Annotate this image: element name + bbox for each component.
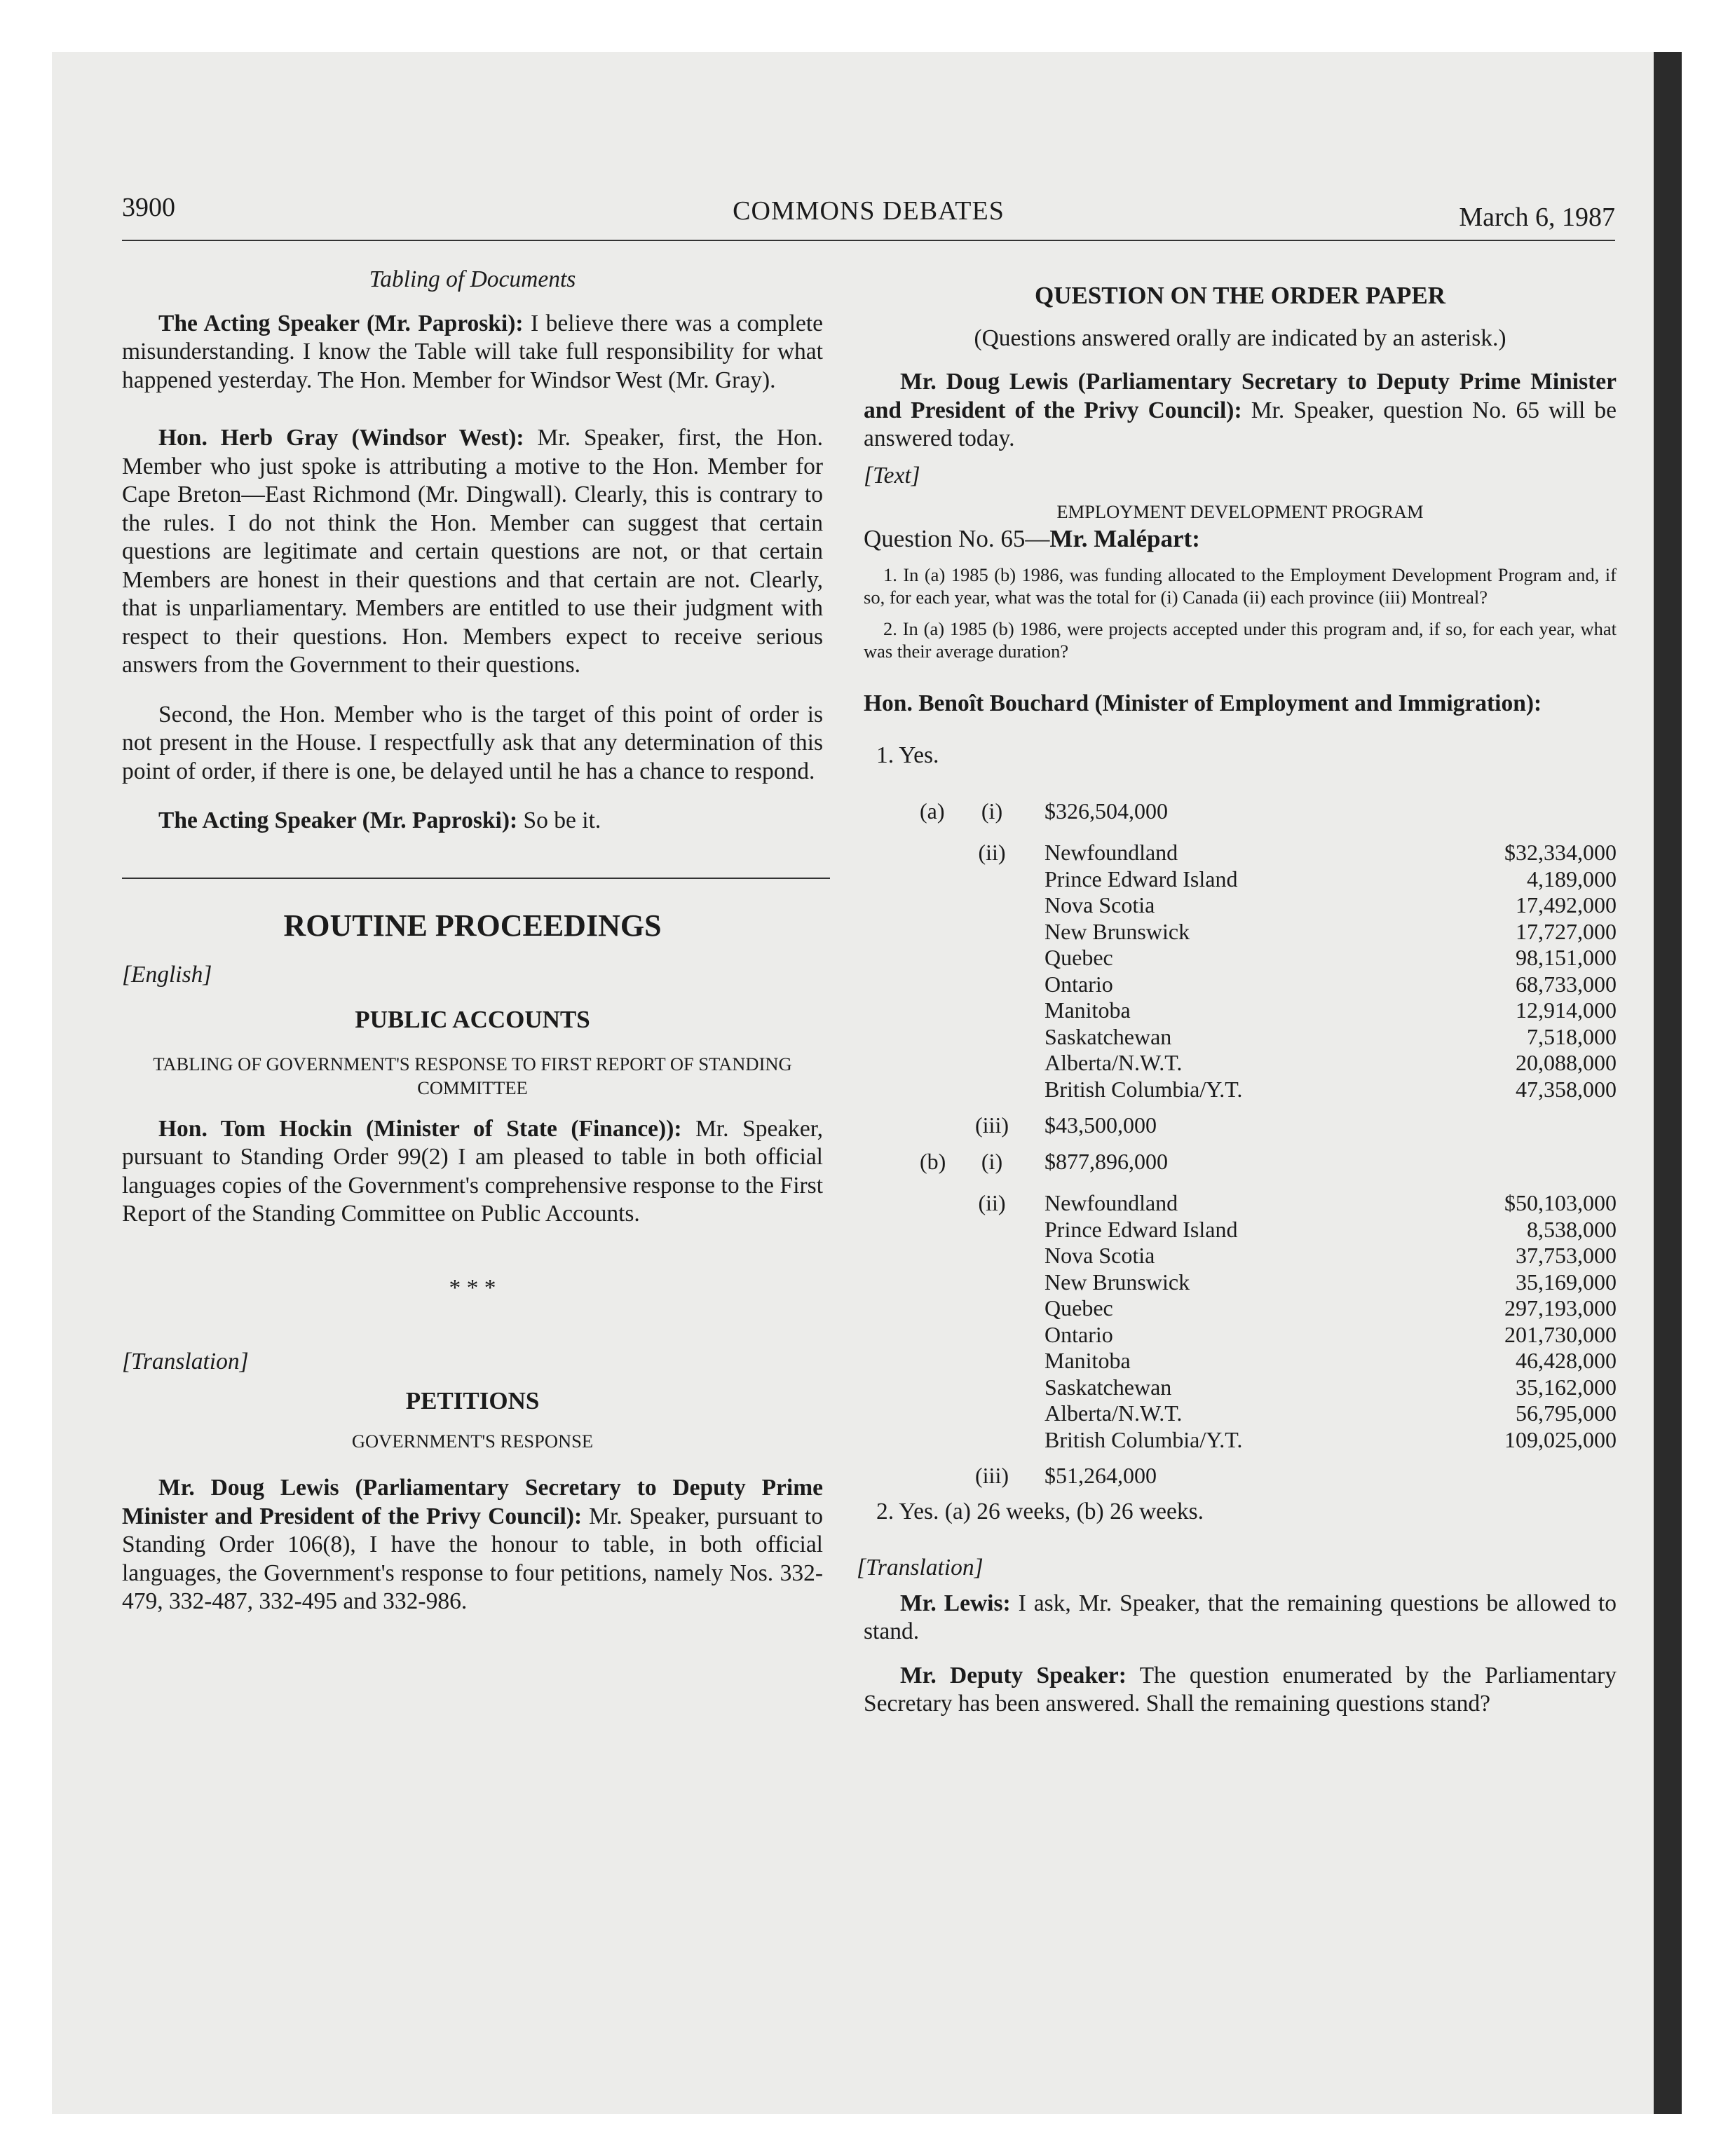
question-number-line <box>864 525 1617 554</box>
province-name: Ontario <box>1045 971 1113 997</box>
allocation-montreal-row <box>864 1461 1617 1488</box>
province-name: Quebec <box>1045 945 1113 970</box>
tabling-heading: Tabling of Documents <box>369 266 576 292</box>
province-row <box>864 1189 1617 1215</box>
running-title: COMMONS DEBATES <box>733 196 1005 226</box>
province-amount: 37,753,000 <box>1516 1243 1617 1268</box>
paragraph-paproski-1 <box>122 310 823 395</box>
province-row <box>864 1049 1617 1075</box>
item-label: (i) <box>981 1148 1003 1174</box>
speaker-name: Mr. Doug Lewis (Parliamentary Secretary to Deputy Prime Minister and President of the Privy Council): <box>122 1475 823 1529</box>
speaker-name: Hon. Benoît Bouchard (Minister of Employment and Immigration): <box>864 690 1542 716</box>
paragraph-lewis-petitions <box>122 1474 823 1616</box>
language-marker-translation: [Translation] <box>857 1555 984 1581</box>
province-row <box>864 1346 1617 1373</box>
paragraph-hockin <box>122 1115 823 1229</box>
province-row <box>864 917 1617 944</box>
province-name: British Columbia/Y.T. <box>1045 1426 1243 1452</box>
province-row <box>864 943 1617 970</box>
province-amount: 56,795,000 <box>1516 1400 1617 1426</box>
paragraph-gray-1 <box>122 424 823 680</box>
paragraph-deputy-speaker <box>864 1662 1617 1719</box>
province-row <box>864 1075 1617 1102</box>
speaker-name: The Acting Speaker (Mr. Paproski): <box>158 807 518 833</box>
province-row <box>864 996 1617 1023</box>
allocation-total-row <box>864 1147 1617 1174</box>
province-name: Alberta/N.W.T. <box>1045 1400 1183 1426</box>
item-label: (iii) <box>975 1112 1009 1138</box>
allocation-montreal-row <box>864 1111 1617 1138</box>
province-name: Quebec <box>1045 1295 1113 1321</box>
speech-text: The question enumerated by the Parliamentary Secretary has been answered. Shall the remaining questions stand? <box>864 1662 1617 1717</box>
page-number: 3900 <box>122 193 175 222</box>
speech-text: I ask, Mr. Speaker, that the remaining questions be allowed to stand. <box>864 1590 1617 1644</box>
province-name: Newfoundland <box>1045 840 1178 865</box>
speech-text: I believe there was a complete misunderstanding. I know the Table will take full responsibility for what happened yesterday. The Hon. Member for Windsor West (Mr. Gray). <box>122 310 824 393</box>
province-row <box>864 891 1617 917</box>
language-marker-english: [English] <box>122 961 212 988</box>
province-amount: 17,727,000 <box>1516 918 1617 944</box>
province-name: New Brunswick <box>1045 918 1190 944</box>
allocation-total-row <box>864 797 1617 824</box>
tabling-subheading: TABLING OF GOVERNMENT'S RESPONSE TO FIRST REPORT OF STANDING COMMITTEE <box>153 1053 792 1098</box>
speaker-name: Hon. Herb Gray (Windsor West): <box>158 425 524 451</box>
allocation-table-1985 <box>864 797 1617 1138</box>
speaker-name: Hon. Tom Hockin (Minister of State (Finance)): <box>158 1115 682 1142</box>
province-name: New Brunswick <box>1045 1269 1190 1295</box>
paragraph-paproski-2 <box>122 807 823 835</box>
province-name: Manitoba <box>1045 1348 1131 1373</box>
asterisk-note: (Questions answered orally are indicated by an asterisk.) <box>974 325 1506 351</box>
province-name: Ontario <box>1045 1321 1113 1347</box>
allocation-montreal: $51,264,000 <box>1045 1463 1157 1488</box>
province-name: Nova Scotia <box>1045 892 1155 917</box>
paragraph-gray-2: Second, the Hon. Member who is the target of this point of order is not present in the House. I respectfully ask that any determination of this point of order, if there is one, be delayed until he has a chance to respond. <box>122 701 823 784</box>
province-name: Prince Edward Island <box>1045 866 1238 892</box>
province-row <box>864 1268 1617 1295</box>
province-amount: 35,162,000 <box>1516 1374 1617 1400</box>
item-label: (iii) <box>975 1463 1009 1488</box>
question-part-1: 1. In (a) 1985 (b) 1986, was funding allocated to the Employment Development Program and, if so, for each year, what was the total for (i) Canada (ii) each province (iii) Montreal? <box>864 564 1617 608</box>
government-response-subheading: GOVERNMENT'S RESPONSE <box>351 1431 594 1452</box>
province-name: Saskatchewan <box>1045 1374 1172 1400</box>
province-amount: 35,169,000 <box>1516 1269 1617 1295</box>
public-accounts-heading: PUBLIC ACCOUNTS <box>355 1006 590 1033</box>
province-row <box>864 1294 1617 1321</box>
question-member: Mr. Malépart: <box>1049 525 1200 552</box>
question-order-paper-heading: QUESTION ON THE ORDER PAPER <box>1034 282 1445 309</box>
year-label: (a) <box>920 798 945 824</box>
question-part-2: 2. In (a) 1985 (b) 1986, were projects accepted under this program and, if so, for each year, what was their average duration? <box>864 618 1617 662</box>
scanned-page <box>52 52 1682 2114</box>
scan-edge-shadow <box>1654 52 1682 2114</box>
province-row <box>864 865 1617 892</box>
answer-speaker <box>864 690 1617 718</box>
province-amount: 20,088,000 <box>1516 1050 1617 1075</box>
province-amount: 8,538,000 <box>1527 1216 1617 1242</box>
question-number: Question No. 65— <box>864 525 1050 552</box>
language-marker-translation: [Translation] <box>122 1349 249 1374</box>
year-label: (b) <box>920 1148 946 1174</box>
province-amount: 109,025,000 <box>1504 1426 1617 1452</box>
province-row <box>864 1215 1617 1242</box>
province-row <box>864 838 1617 865</box>
routine-proceedings-heading: ROUTINE PROCEEDINGS <box>283 908 662 943</box>
allocation-total: $877,896,000 <box>1045 1148 1168 1174</box>
speech-text: Mr. Speaker, pursuant to Standing Order 106(8), I have the honour to table, in both official languages, the Government's response to four petitions, namely Nos. 332-479, 332-487, 332-495 and 332-986. <box>122 1503 823 1614</box>
speaker-name: Mr. Doug Lewis (Parliamentary Secretary to Deputy Prime Minister and President of the Privy Council): <box>864 369 1617 423</box>
left-column <box>122 248 823 1616</box>
answer-part-1: 1. Yes. <box>876 742 939 768</box>
province-amount: 47,358,000 <box>1516 1076 1617 1102</box>
header-rule <box>122 240 1615 241</box>
speaker-name: Mr. Lewis: <box>900 1590 1011 1616</box>
province-name: British Columbia/Y.T. <box>1045 1076 1243 1102</box>
province-row <box>864 1399 1617 1426</box>
province-list-1985 <box>864 838 1617 1101</box>
province-amount: 297,193,000 <box>1504 1295 1617 1321</box>
province-name: Alberta/N.W.T. <box>1045 1050 1183 1075</box>
province-row <box>864 970 1617 997</box>
petitions-heading: PETITIONS <box>405 1386 540 1414</box>
speaker-name: The Acting Speaker (Mr. Paproski): <box>158 310 524 336</box>
paragraph-lewis-question <box>864 368 1617 453</box>
speech-text: Mr. Speaker, question No. 65 will be answered today. <box>864 397 1617 451</box>
province-row <box>864 1373 1617 1400</box>
allocation-table-1986 <box>864 1147 1617 1488</box>
province-amount: 46,428,000 <box>1516 1348 1617 1373</box>
province-name: Prince Edward Island <box>1045 1216 1238 1242</box>
page-content <box>122 143 1615 2099</box>
province-name: Manitoba <box>1045 997 1131 1023</box>
page-date: March 6, 1987 <box>1459 203 1615 232</box>
province-amount: 68,733,000 <box>1516 971 1617 997</box>
province-list-1986 <box>864 1189 1617 1452</box>
employment-program-heading: EMPLOYMENT DEVELOPMENT PROGRAM <box>1056 501 1424 522</box>
province-amount: $50,103,000 <box>1504 1190 1617 1215</box>
province-amount: 4,189,000 <box>1527 866 1617 892</box>
province-name: Nova Scotia <box>1045 1243 1155 1268</box>
allocation-total: $326,504,000 <box>1045 798 1168 824</box>
province-amount: 7,518,000 <box>1527 1023 1617 1049</box>
speech-text: Mr. Speaker, pursuant to Standing Order 99(2) I am pleased to table in both official languages copies of the Government's comprehensive response to the First Report of the Standing Committee on Public Accounts. <box>122 1115 823 1227</box>
right-column <box>857 248 1617 1719</box>
province-row <box>864 1321 1617 1347</box>
province-row <box>864 1241 1617 1268</box>
section-stars: * * * <box>449 1274 496 1301</box>
province-amount: 201,730,000 <box>1504 1321 1617 1347</box>
speech-text: Mr. Speaker, first, the Hon. Member who just spoke is attributing a motive to the Hon. Member for Cape Breton—East Richmond (Mr. Dingwall). Clearly, this is contrary to the rules. I do not think the Hon. Member can suggest that certain questions are legitimate and certain questions are not, or that certain Members are honest in their questions and that certain are not. Clearly, that is unparliamentary. Members are entitled to use their judgment with respect to their questions. Hon. Members expect to receive serious answers from the Government to their questions. <box>122 425 823 678</box>
province-row <box>864 1023 1617 1049</box>
allocation-montreal: $43,500,000 <box>1045 1112 1157 1138</box>
province-row <box>864 1426 1617 1452</box>
speech-text: So be it. <box>517 807 601 833</box>
province-name: Saskatchewan <box>1045 1023 1172 1049</box>
paragraph-lewis-stand <box>864 1590 1617 1646</box>
province-name: Newfoundland <box>1045 1190 1178 1215</box>
item-label: (ii) <box>978 840 1006 865</box>
language-marker-text: [Text] <box>864 462 920 489</box>
province-amount: 98,151,000 <box>1516 945 1617 970</box>
section-divider <box>122 878 830 879</box>
speaker-name: Mr. Deputy Speaker: <box>900 1662 1127 1688</box>
item-label: (ii) <box>978 1190 1006 1215</box>
province-amount: 12,914,000 <box>1516 997 1617 1023</box>
answer-part-2: 2. Yes. (a) 26 weeks, (b) 26 weeks. <box>876 1498 1204 1524</box>
item-label: (i) <box>981 798 1003 824</box>
province-amount: 17,492,000 <box>1516 892 1617 917</box>
province-amount: $32,334,000 <box>1504 840 1617 865</box>
